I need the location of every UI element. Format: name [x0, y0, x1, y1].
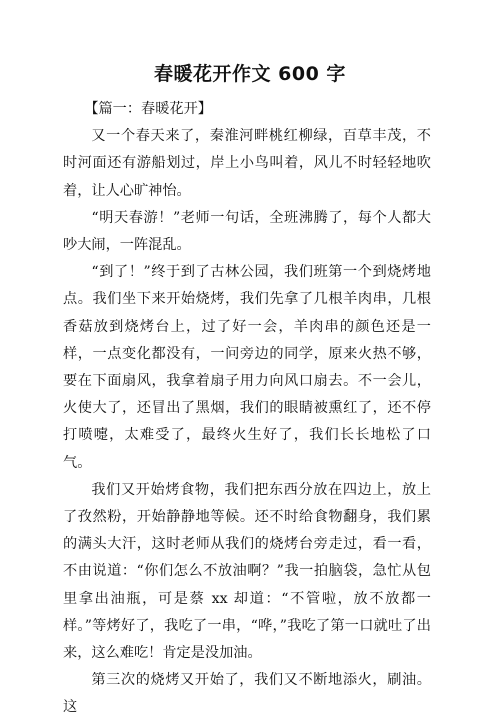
- paragraph: 又一个春天来了，秦淮河畔桃红柳绿，百草丰茂，不时河面还有游船划过，岸上小鸟叫着，风儿不时轻轻地吹着，让人心旷神怡。: [63, 128, 431, 199]
- section-heading: 【篇一：春暖花开】: [84, 101, 212, 117]
- document-title: 春暖花开作文 600 字: [154, 63, 346, 85]
- paragraph: “到了！”终于到了古林公园，我们班第一个到烧烤地点。我们坐下来开始烧烤，我们先拿了几根羊肉串，几根香菇放到烧烤台上，过了好一会，羊肉串的颜色还是一样，一点变化都没有，一问旁边的同学，原来火热不够，要在下面扇风，我拿着扇子用力向风口扇去。不一会儿，火使大了，还冒出了黑烟，我们的眼睛被熏红了，还不停打喷嚏，太难受了，最终火生好了，我们长长地松了口气。: [63, 264, 431, 471]
- paragraph: 第三次的烧烤又开始了，我们又不断地添火，刷油。这: [63, 672, 431, 716]
- document-body: [63, 96, 431, 722]
- paragraph: “明天春游！”老师一句话，全班沸腾了，每个人都大吵大闹，一阵混乱。: [63, 209, 431, 254]
- paragraph: 我们又开始烤食物，我们把东西分放在四边上，放上了孜然粉，开始静静地等候。还不时给食物翻身，我们累的满头大汗，这时老师从我们的烧烤台旁走过，看一看，不由说道：“你们怎么不放油啊？”我一拍脑袋，急忙从包里拿出油瓶，可是蔡 xx 却道：“不管啦，放不放都一样。”等烤好了，我吃了一串，“哗，”我吃了第一口就吐了出来，这么难吃！肯定是没加油。: [63, 481, 431, 662]
